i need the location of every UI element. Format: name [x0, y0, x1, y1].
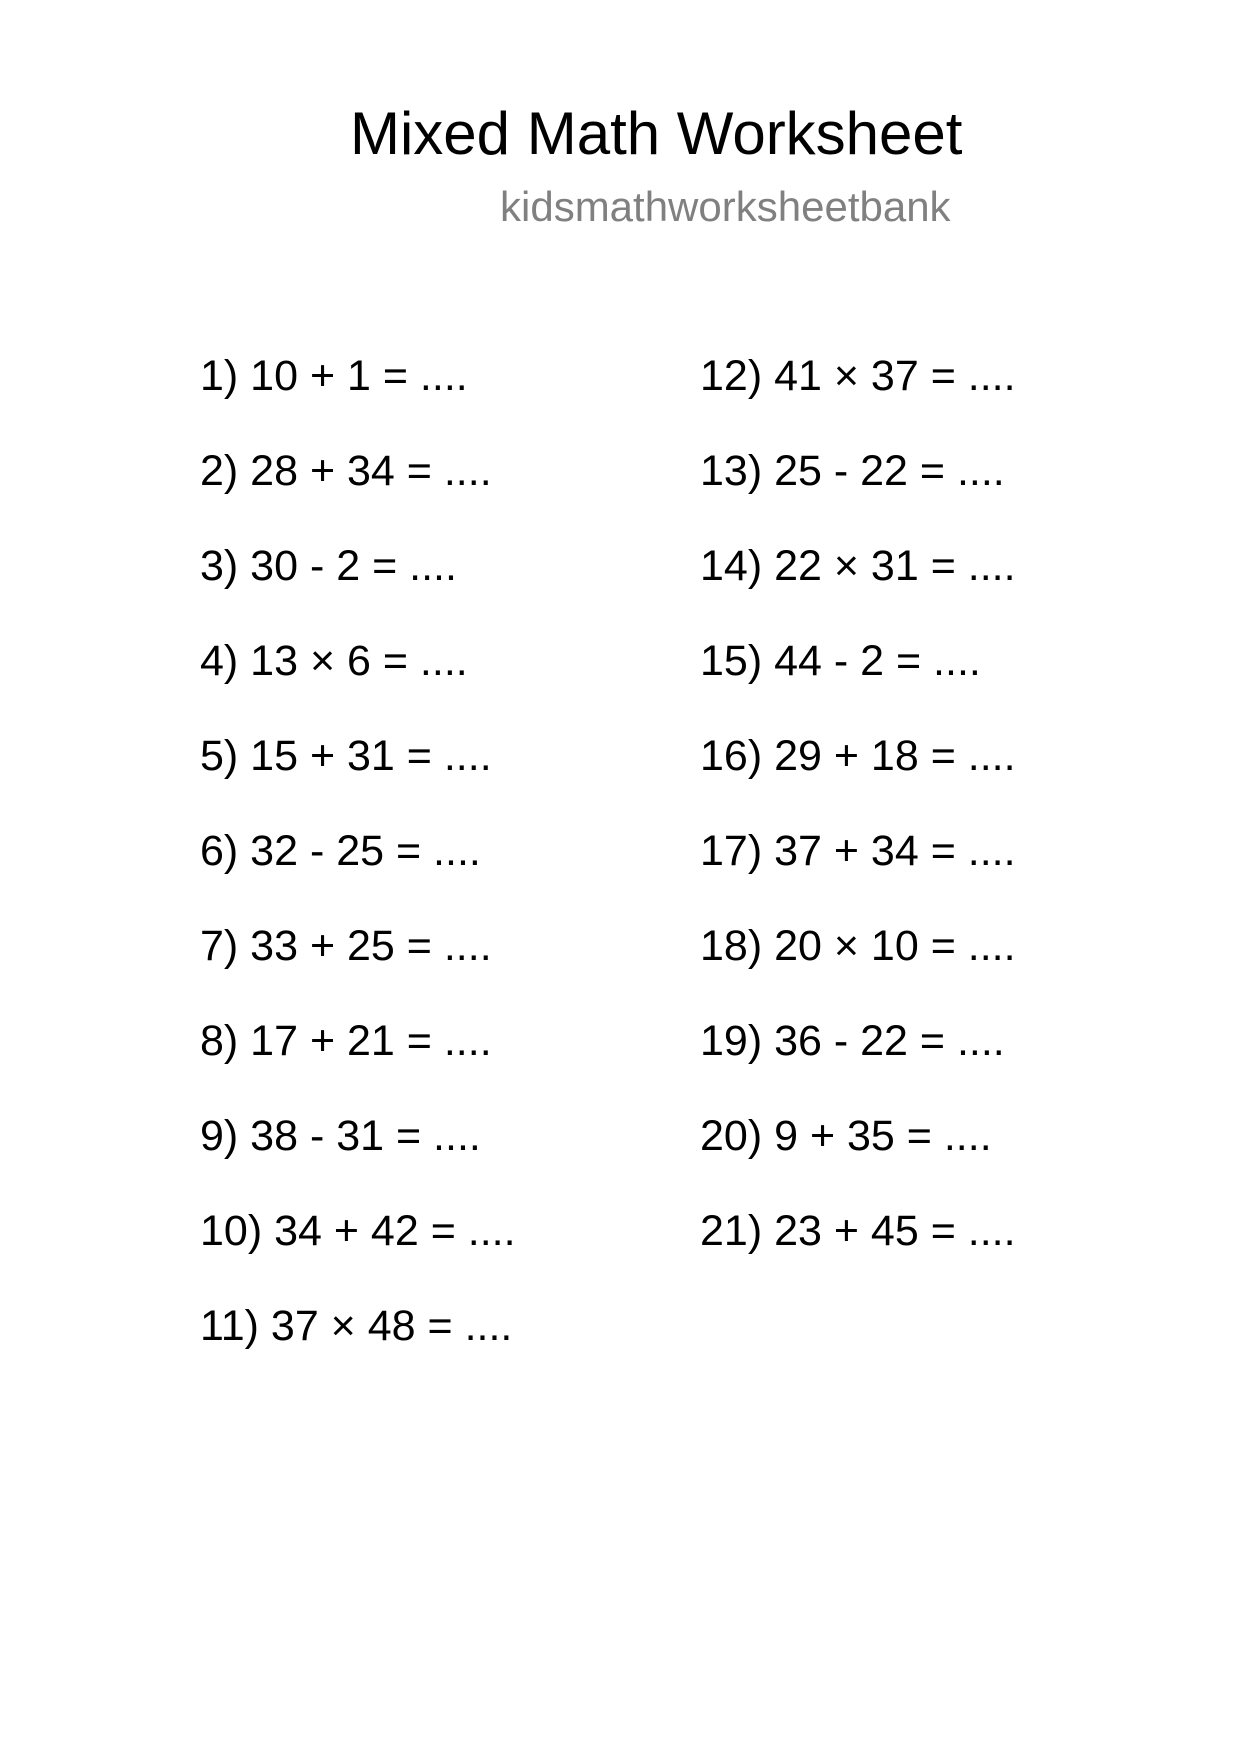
problem-18: 18) 20 × 10 = .... — [700, 922, 1016, 970]
problem-2: 2) 28 + 34 = .... — [200, 447, 492, 495]
problem-10: 10) 34 + 42 = .... — [200, 1207, 516, 1255]
problem-5: 5) 15 + 31 = .... — [200, 732, 492, 780]
problems-left-column — [200, 350, 516, 1395]
problem-15: 15) 44 - 2 = .... — [700, 637, 981, 685]
worksheet-source: kidsmathworksheetbank — [500, 183, 951, 230]
problem-19: 19) 36 - 22 = .... — [700, 1017, 1005, 1065]
problem-7: 7) 33 + 25 = .... — [200, 922, 492, 970]
problems-right-column — [700, 350, 1016, 1300]
problem-11: 11) 37 × 48 = .... — [200, 1302, 513, 1350]
problem-17: 17) 37 + 34 = .... — [700, 827, 1016, 875]
problem-6: 6) 32 - 25 = .... — [200, 827, 481, 875]
problem-1: 1) 10 + 1 = .... — [200, 352, 468, 400]
problem-14: 14) 22 × 31 = .... — [700, 542, 1016, 590]
problem-3: 3) 30 - 2 = .... — [200, 542, 457, 590]
problem-8: 8) 17 + 21 = .... — [200, 1017, 492, 1065]
problem-12: 12) 41 × 37 = .... — [700, 352, 1016, 400]
problem-13: 13) 25 - 22 = .... — [700, 447, 1005, 495]
problem-21: 21) 23 + 45 = .... — [700, 1207, 1016, 1255]
problem-9: 9) 38 - 31 = .... — [200, 1112, 481, 1160]
worksheet-title: Mixed Math Worksheet — [350, 100, 963, 167]
problem-4: 4) 13 × 6 = .... — [200, 637, 468, 685]
problem-20: 20) 9 + 35 = .... — [700, 1112, 992, 1160]
problem-16: 16) 29 + 18 = .... — [700, 732, 1016, 780]
